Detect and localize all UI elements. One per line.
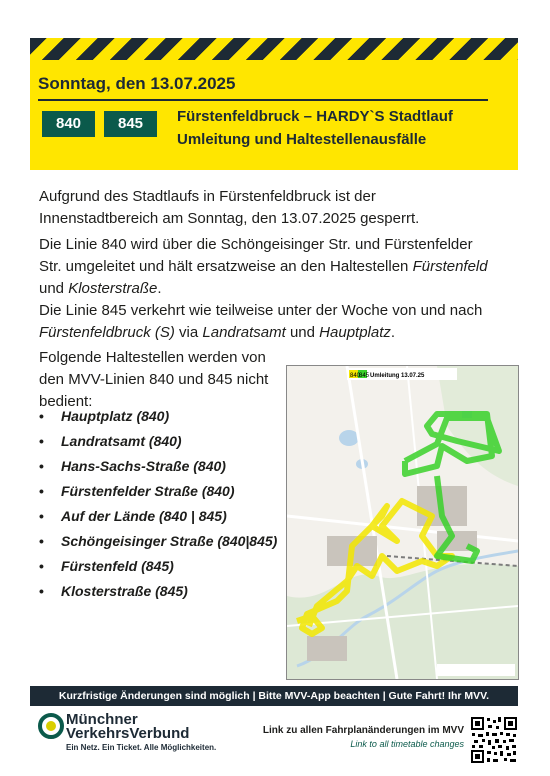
- list-item: • Schöngeisinger Straße (840|845): [39, 533, 278, 549]
- list-item: • Klosterstraße (845): [39, 583, 188, 599]
- list-item: • Hauptplatz (840): [39, 408, 170, 424]
- qr-code[interactable]: [470, 716, 518, 764]
- bullet: •: [39, 433, 44, 449]
- notice-subtitle: Umleitung und Haltestellenausfälle: [177, 131, 427, 148]
- line-badge-840: 840: [42, 111, 95, 137]
- line-badge-845: 845: [104, 111, 157, 137]
- map-legend-label: Umleitung 13.07.25: [370, 373, 425, 379]
- warning-stripes: [30, 38, 518, 60]
- bullet: •: [39, 583, 44, 599]
- line-845-paragraph: Die Linie 845 verkehrt wie teilweise unter der Woche von und nach Fürstenfeldbruck (S) via Landratsamt und Hauptplatz.: [39, 302, 483, 341]
- logo-wordmark: Münchner VerkehrsVerbund: [66, 711, 190, 742]
- map-graphic: [287, 366, 518, 679]
- bullet: •: [39, 558, 44, 574]
- service-date: Sonntag, den 13.07.2025: [38, 74, 236, 93]
- list-item: • Landratsamt (840): [39, 433, 182, 449]
- bullet: •: [39, 533, 44, 549]
- list-item: • Fürstenfelder Straße (840): [39, 483, 235, 499]
- logo-tagline: Ein Netz. Ein Ticket. Alle Möglichkeiten.: [66, 743, 217, 752]
- footer-bar: Kurzfristige Änderungen sind möglich | Bitte MVV-App beachten | Gute Fahrt! Ihr MVV.: [30, 686, 518, 706]
- mvv-logo: [38, 711, 217, 752]
- notice-title: Fürstenfeldbruck – HARDY`S Stadtlauf: [177, 108, 453, 125]
- mvv-logo-icon: [38, 713, 64, 739]
- map-legend-840: 840: [350, 373, 361, 379]
- intro-paragraph: Aufgrund des Stadtlaufs in Fürstenfeldbruck ist der Innenstadtbereich am Sonntag, den 13.07.2025 gesperrt.: [39, 188, 420, 227]
- header-divider: [38, 99, 488, 101]
- bullet: •: [39, 458, 44, 474]
- list-item: • Hans-Sachs-Straße (840): [39, 458, 226, 474]
- header-banner: [30, 38, 518, 170]
- stops-intro: Folgende Haltestellen werden von den MVV-Linien 840 und 845 nicht bedient:: [39, 349, 269, 410]
- cancelled-stops-list: [39, 408, 277, 608]
- bullet: •: [39, 408, 44, 424]
- bullet: •: [39, 508, 44, 524]
- map-legend-845: 845: [359, 373, 370, 379]
- list-item: • Auf der Lände (840 | 845): [39, 508, 227, 524]
- list-item: • Fürstenfeld (845): [39, 558, 174, 574]
- timetable-link-label: Link zu allen Fahrplanänderungen im MVV: [262, 725, 464, 736]
- timetable-link-label-en: Link to all timetable changes: [350, 739, 464, 749]
- line-840-paragraph: Die Linie 840 wird über die Schöngeisinger Str. und Fürstenfelder Str. umgeleitet und hält ersatzweise an den Haltestellen Fürstenfeld und Klosterstraße.: [39, 236, 488, 297]
- detour-map: [286, 365, 519, 680]
- bullet: •: [39, 483, 44, 499]
